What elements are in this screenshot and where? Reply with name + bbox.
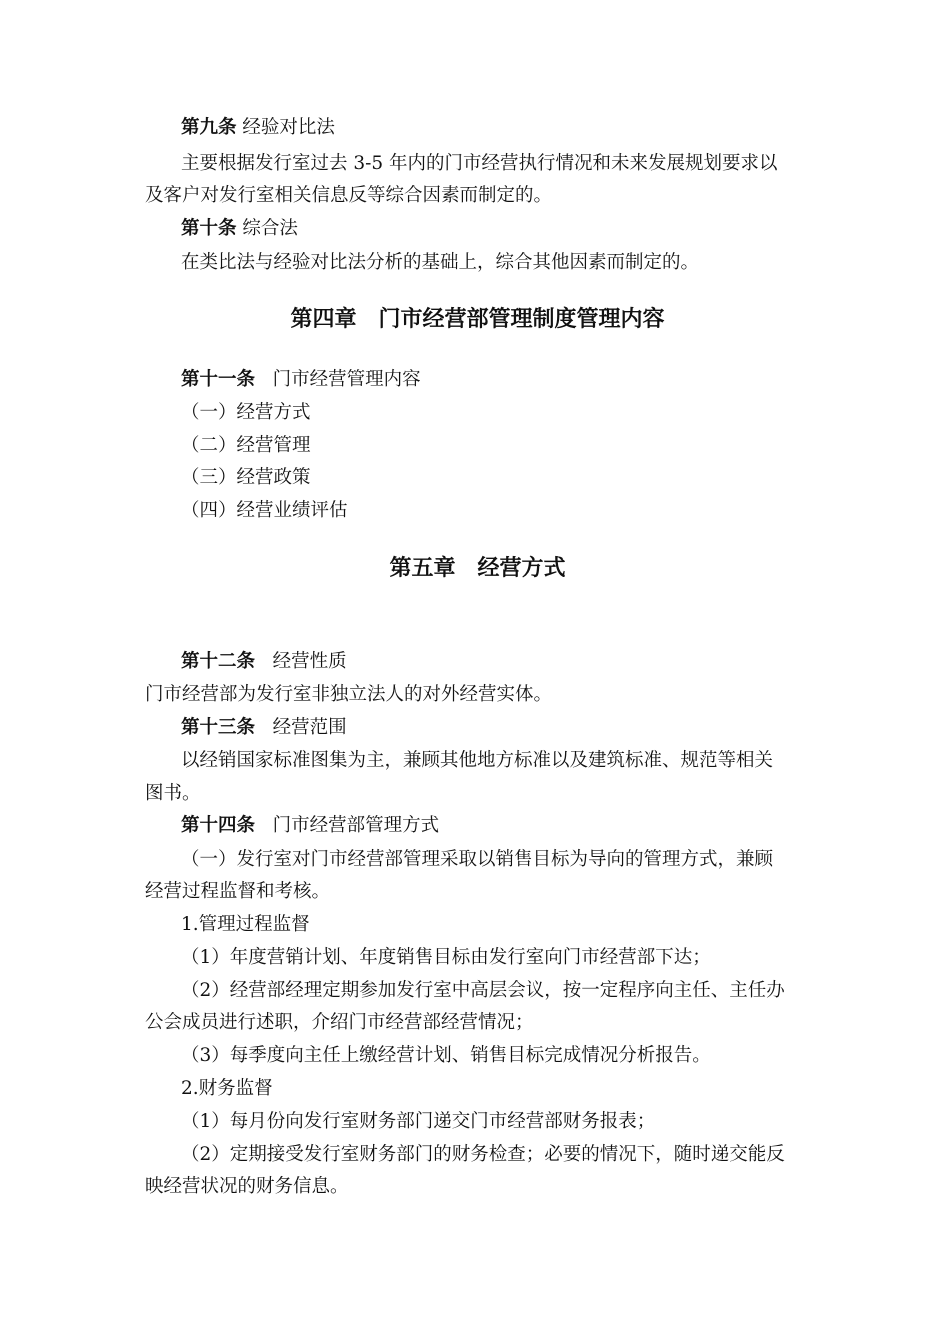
- article-14-para-1-line-2: 经营过程监督和考核。: [145, 881, 331, 902]
- article-14-title: 门市经营部管理方式: [272, 815, 440, 836]
- article-11-item-3: （三）经营政策: [181, 467, 311, 488]
- article-13-body-line-2: 图书。: [145, 783, 201, 804]
- article-14-section-2-item-2-line-1: （2）定期接受发行室财务部门的财务检查；必要的情况下，随时递交能反: [181, 1144, 785, 1165]
- article-14-heading: 第十四条: [181, 815, 256, 836]
- article-14-heading-line: [181, 814, 846, 838]
- article-9-body-line-1: 主要根据发行室过去 3-5 年内的门市经营执行情况和未来发展规划要求以: [181, 153, 778, 174]
- article-12-body-line-1: 门市经营部为发行室非独立法人的对外经营实体。: [145, 684, 553, 705]
- article-14-section-1-item-3: （3）每季度向主任上缴经营计划、销售目标完成情况分析报告。: [181, 1045, 711, 1066]
- article-14-section-1-item-1: （1）年度营销计划、年度销售目标由发行室向门市经营部下达；: [181, 947, 711, 968]
- article-9-body-line-2: 及客户对发行室相关信息反等综合因素而制定的。: [145, 185, 553, 206]
- article-14-section-2-item-2-line-2: 映经营状况的财务信息。: [145, 1176, 349, 1197]
- article-11-item-4: （四）经营业绩评估: [181, 500, 348, 521]
- article-14-section-1-title: 1.管理过程监督: [181, 914, 310, 935]
- article-9-heading-line: [181, 116, 846, 140]
- chapter-5-title: 第五章 经营方式: [389, 555, 566, 581]
- article-14-section-1-item-2-line-2: 公会成员进行述职，介绍门市经营部经营情况；: [145, 1012, 534, 1033]
- article-11-heading: 第十一条: [181, 369, 256, 390]
- article-11-item-1: （一）经营方式: [181, 402, 311, 423]
- article-9-title: 经验对比法: [242, 117, 335, 138]
- article-13-body-line-1: 以经销国家标准图集为主，兼顾其他地方标准以及建筑标准、规范等相关: [181, 750, 774, 771]
- article-13-heading: 第十三条: [181, 717, 256, 738]
- article-12-title: 经营性质: [272, 651, 347, 672]
- article-11-title: 门市经营管理内容: [272, 369, 421, 390]
- article-13-heading-line: [181, 716, 846, 740]
- article-12-heading-line: [181, 650, 846, 674]
- article-10-heading-line: [181, 217, 846, 241]
- article-14-para-1-line-1: （一）发行室对门市经营部管理采取以销售目标为导向的管理方式，兼顾: [181, 849, 774, 870]
- article-10-heading: 第十条: [181, 218, 237, 239]
- article-12-heading: 第十二条: [181, 651, 256, 672]
- article-13-title: 经营范围: [272, 717, 347, 738]
- article-14-section-1-item-2-line-1: （2）经营部经理定期参加发行室中高层会议，按一定程序向主任、主任办: [181, 980, 785, 1001]
- article-11-item-2: （二）经营管理: [181, 435, 311, 456]
- article-14-section-2-title: 2.财务监督: [181, 1078, 273, 1099]
- chapter-4-title: 第四章 门市经营部管理制度管理内容: [290, 306, 665, 332]
- article-14-section-2-item-1: （1）每月份向发行室财务部门递交门市经营部财务报表；: [181, 1111, 656, 1132]
- article-9-heading: 第九条: [181, 117, 237, 138]
- article-10-title: 综合法: [242, 218, 298, 239]
- article-11-heading-line: [181, 368, 846, 392]
- article-10-body-line-1: 在类比法与经验对比法分析的基础上，综合其他因素而制定的。: [181, 252, 700, 273]
